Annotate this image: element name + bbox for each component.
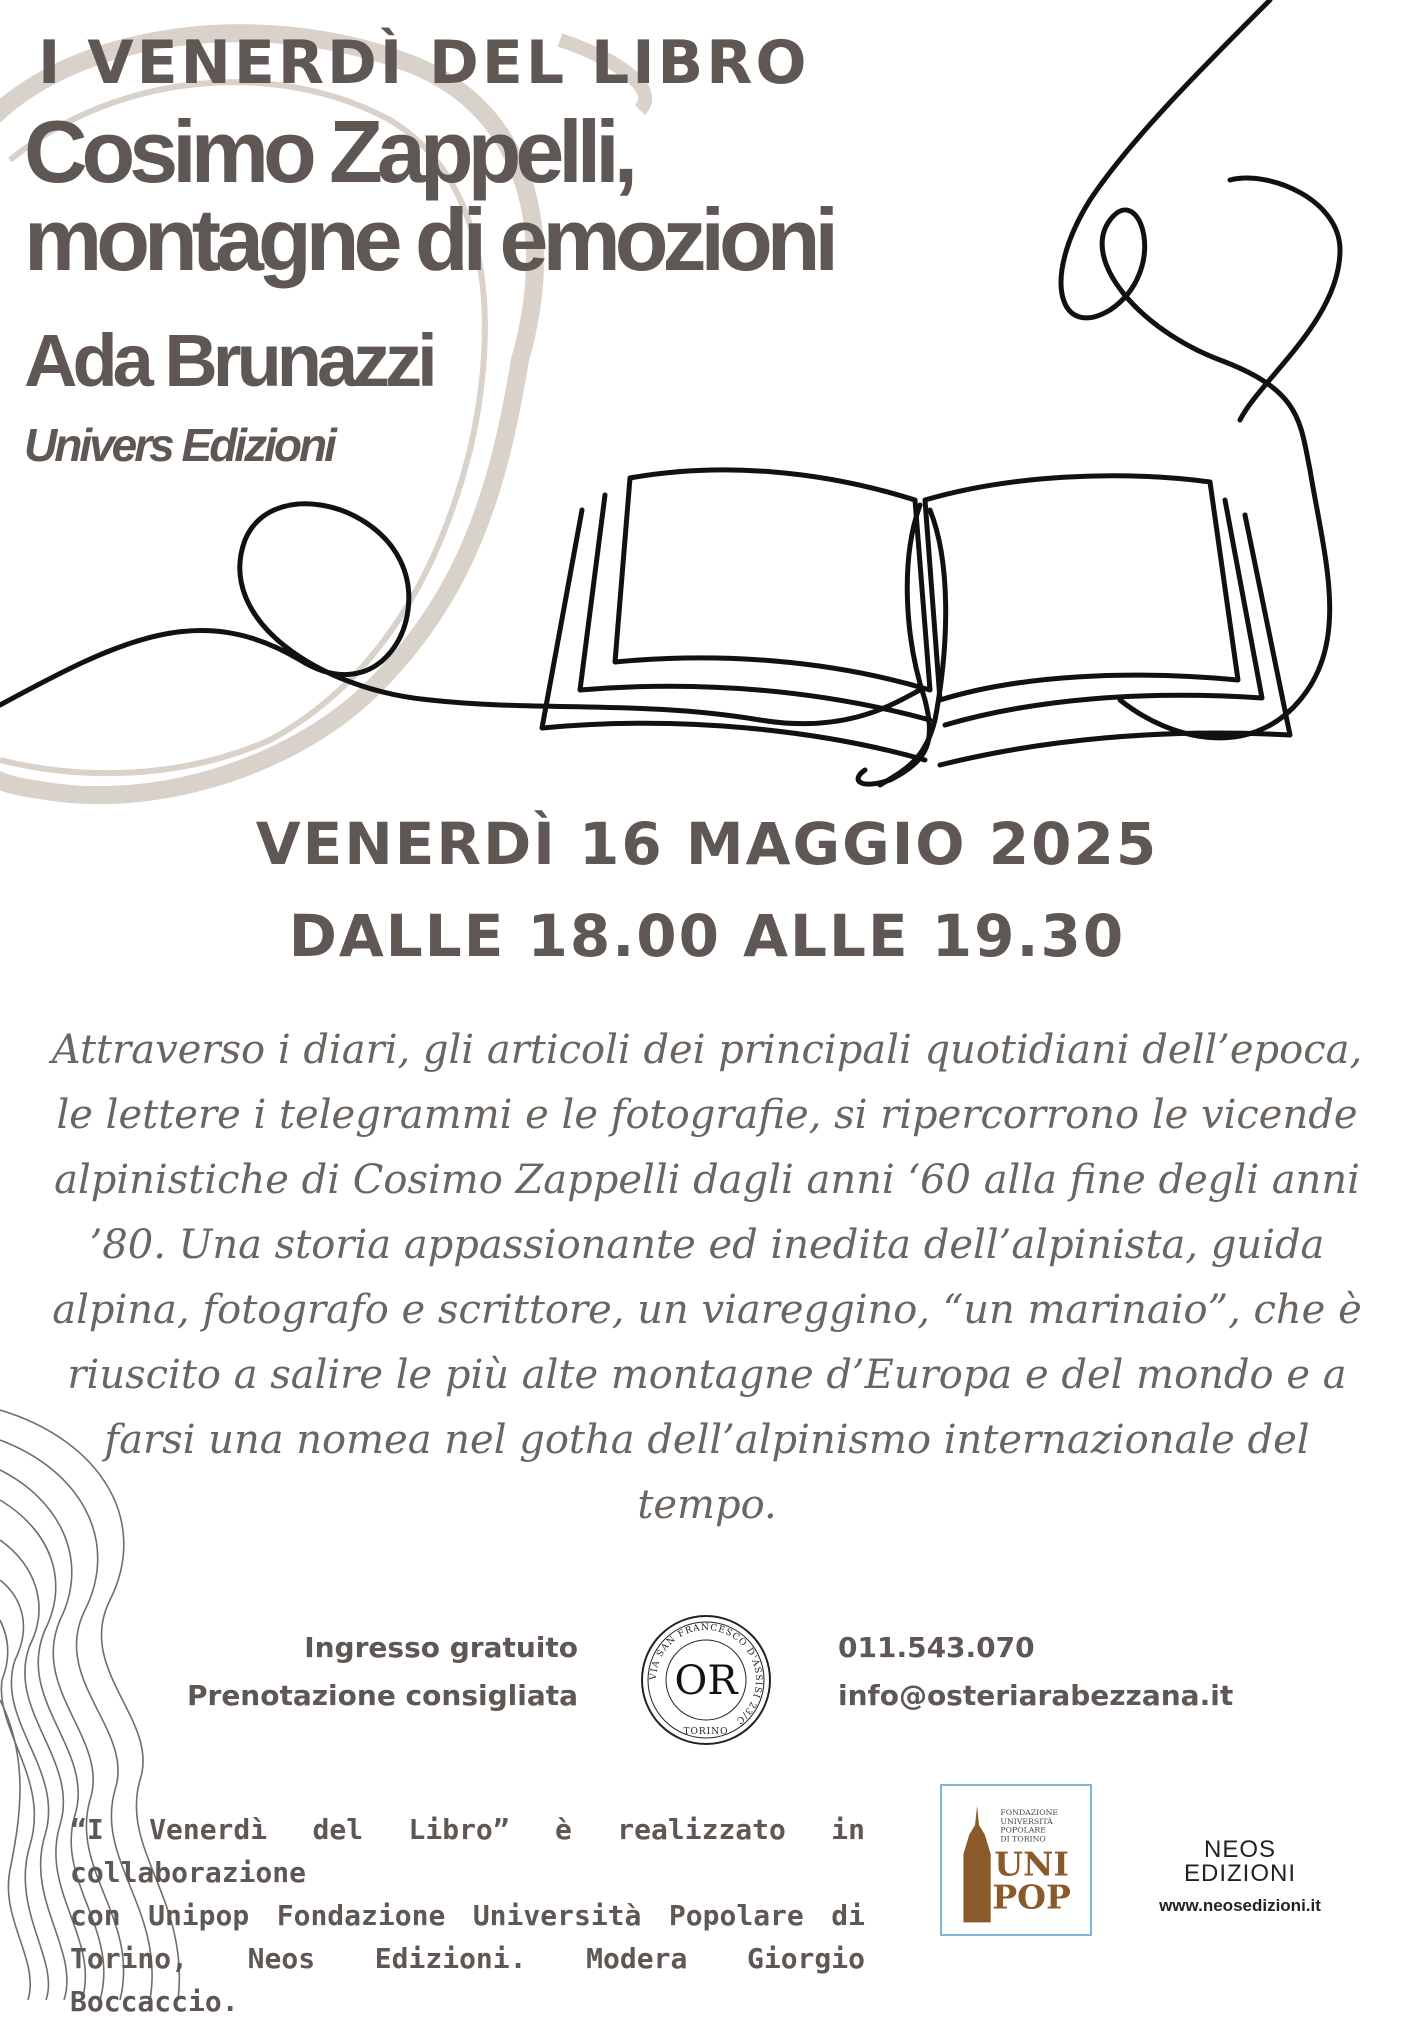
neos-logo-line-2: EDIZIONI — [1183, 1860, 1296, 1887]
osteria-monogram: OR — [674, 1658, 738, 1704]
footer-line-1: “I Venerdì del Libro” è realizzato in collaborazione — [70, 1813, 865, 1889]
osteria-city: TORINO — [683, 1727, 729, 1737]
series-title: I VENERDÌ DEL LIBRO — [38, 28, 810, 98]
free-entry-text: Ingresso gratuito — [304, 1631, 578, 1664]
footer-line-3: Torino, Neos Edizioni. Modera Giorgio Boccaccio. — [70, 1942, 865, 2018]
phone-number: 011.543.070 — [838, 1631, 1035, 1664]
event-description: Attraverso i diari, gli articoli dei principali quotidiani dell’epoca, le lettere i telegrammi e le fotografie, si ripercorrono le vicende alpinistiche di Cosimo Zappelli dagli anni ‘60 alla fine degli anni ’80. Una storia appassionante ed inedita dell’alpinista, guida alpina, fotografo e scrittore, un viareggino, “un marinaio”, che è riuscito a salire le più alte montagne d’Europa e del mondo e a farsi una nomea nel gotha dell’alpinismo internazionale del tempo. — [51, 1027, 1363, 1528]
book-title-line-1: Cosimo Zappelli, — [24, 102, 633, 201]
event-date: VENERDÌ 16 MAGGIO 2025 — [255, 810, 1159, 878]
osteria-address-ring: VIA SAN FRANCESCO D'ASSISI 23/C — [648, 1622, 764, 1726]
entry-info — [187, 1624, 578, 1720]
book-title-line-2: montagne di emozioni — [24, 190, 833, 289]
booking-advice-text: Prenotazione consigliata — [186, 1679, 578, 1712]
neos-edizioni-logo — [1150, 1838, 1330, 1916]
footer-credits — [70, 1808, 865, 2023]
book-title — [24, 102, 833, 289]
footer-line-2: con Unipop Fondazione Università Popolare di — [70, 1899, 865, 1932]
event-time: DALLE 18.00 ALLE 19.30 — [288, 902, 1126, 970]
osteria-rabezzana-logo — [638, 1612, 774, 1748]
email-address: info@osteriarabezzana.it — [838, 1679, 1234, 1712]
neos-logo-line-1: NEOS — [1203, 1836, 1276, 1863]
neos-website: www.neosedizioni.it — [1159, 1896, 1321, 1915]
svg-text:POP: POP — [992, 1877, 1071, 1917]
author-name: Ada Brunazzi — [24, 319, 433, 402]
unipop-caption: FONDAZIONE UNIVERSITÀ POPOLARE DI TORINO — [1000, 1808, 1059, 1844]
svg-text:UNI: UNI — [994, 1844, 1069, 1884]
publisher-name: Univers Edizioni — [24, 419, 334, 471]
unipop-logo — [940, 1784, 1092, 1936]
contact-info — [838, 1624, 1233, 1720]
